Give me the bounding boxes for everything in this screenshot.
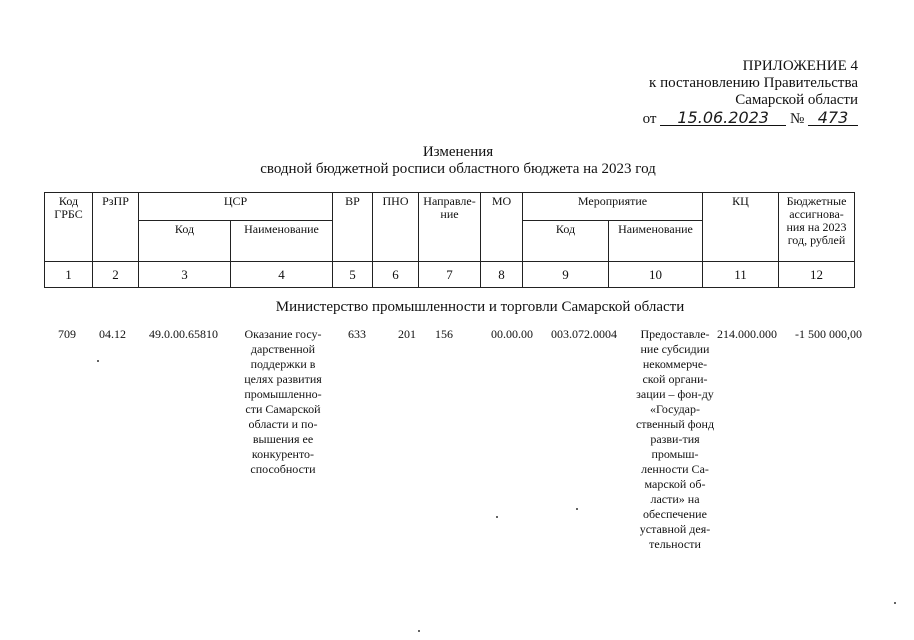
row-direction: 156 <box>435 327 453 341</box>
appendix-region: Самарской области <box>735 92 858 108</box>
header-vr: ВР <box>333 193 373 262</box>
header-rzpr: РзПР <box>93 193 139 262</box>
row-pno: 201 <box>398 327 416 341</box>
row-rzpr: 04.12 <box>99 327 126 341</box>
header-event-kod: Код <box>523 221 609 262</box>
header-csr-name: Наименование <box>231 221 333 262</box>
appendix-date-line <box>643 110 858 128</box>
column-number: 10 <box>609 262 703 288</box>
appendix-resolution: к постановлению Правительства <box>649 75 858 91</box>
row-csr-kod: 49.0.00.65810 <box>149 327 218 341</box>
scan-speck <box>97 360 99 362</box>
header-event: Мероприятие <box>523 193 703 221</box>
header-csr-kod: Код <box>139 221 231 262</box>
row-vr: 633 <box>348 327 366 341</box>
date-prefix: от <box>642 111 657 127</box>
header-kod-grbs: Код ГРБС <box>45 193 93 262</box>
scan-speck <box>576 508 578 510</box>
appendix-title: ПРИЛОЖЕНИЕ 4 <box>742 58 858 74</box>
budget-table-header <box>44 192 855 288</box>
header-mo: МО <box>481 193 523 262</box>
header-direction: Направле-ние <box>419 193 481 262</box>
title-line-2: сводной бюджетной росписи областного бюджета на 2023 год <box>260 161 656 177</box>
column-number-row <box>45 262 855 288</box>
column-number: 7 <box>419 262 481 288</box>
scan-speck <box>418 630 420 632</box>
row-event-kod: 003.072.0004 <box>551 327 617 341</box>
document-title <box>220 144 696 178</box>
column-number: 1 <box>45 262 93 288</box>
handwritten-number: 473 <box>808 110 858 126</box>
ministry-heading: Министерство промышленности и торговли Самарской области <box>275 299 685 315</box>
header-kc: КЦ <box>703 193 779 262</box>
row-grbs: 709 <box>58 327 76 341</box>
column-number: 11 <box>703 262 779 288</box>
column-number: 9 <box>523 262 609 288</box>
scan-speck <box>496 516 498 518</box>
column-number: 2 <box>93 262 139 288</box>
row-amount: -1 500 000,00 <box>795 327 862 341</box>
column-number: 8 <box>481 262 523 288</box>
row-event-name: Предоставле-ние субсидии некоммерче-ской органи-зации – фон-ду «Государ-ственный фонд разви-тия промыш-ленности Са-марской об-ласти» на обеспечение уставной дея-тельности <box>635 327 715 551</box>
number-prefix: № <box>789 111 805 127</box>
handwritten-date: 15.06.2023 <box>660 110 786 126</box>
row-mo: 00.00.00 <box>491 327 533 341</box>
scan-speck <box>894 602 896 604</box>
title-line-1: Изменения <box>422 144 494 160</box>
row-kc: 214.000.000 <box>717 327 777 341</box>
column-number: 4 <box>231 262 333 288</box>
header-event-name: Наименование <box>609 221 703 262</box>
row-csr-name: Оказание госу-дарственной поддержки в целях развития промышленно-сти Самарской области и по-вышения ее конкуренто-способности <box>244 327 322 476</box>
header-csr: ЦСР <box>139 193 333 221</box>
column-number: 3 <box>139 262 231 288</box>
header-pno: ПНО <box>373 193 419 262</box>
column-number: 5 <box>333 262 373 288</box>
header-budget: Бюджетные ассигнова-ния на 2023 год, рублей <box>779 193 855 262</box>
column-number: 12 <box>779 262 855 288</box>
appendix-block <box>643 58 858 128</box>
column-number: 6 <box>373 262 419 288</box>
